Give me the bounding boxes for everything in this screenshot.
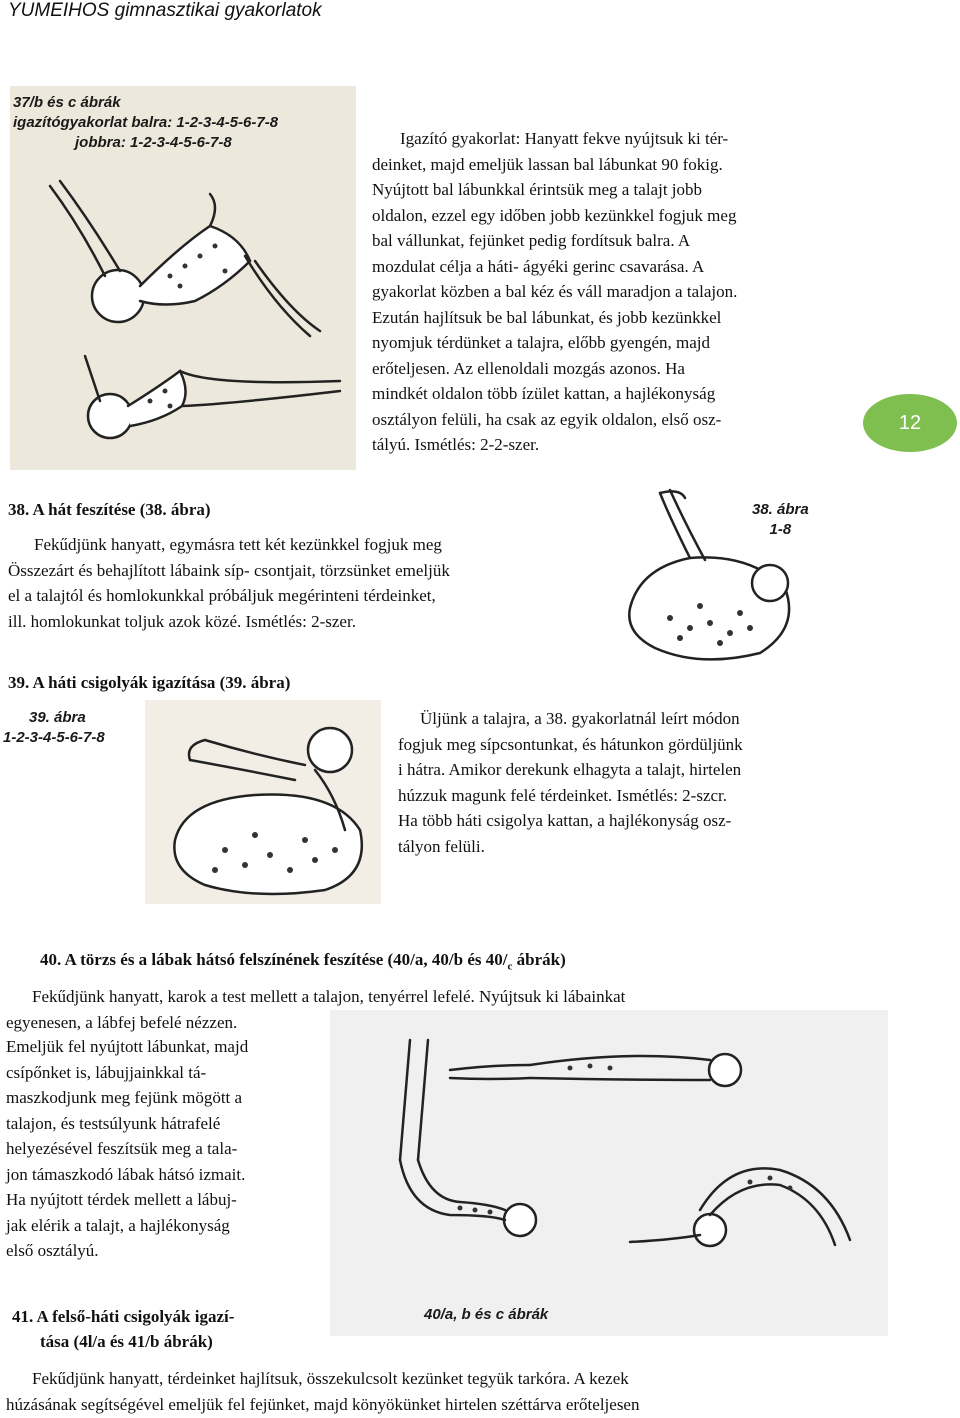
- figure-39-caption-line: 1-2-3-4-5-6-7-8: [3, 729, 105, 746]
- text-line: Fekűdjünk hanyatt, egymásra tett két kezünkkel fogjuk meg: [34, 535, 442, 554]
- figure-37-head-upper: [92, 270, 144, 322]
- text-line: helyezésével feszítsük meg a tala-: [6, 1139, 238, 1158]
- section-38-text: [8, 532, 591, 634]
- figure-37-caption-line: igazítógyakorlat balra: 1-2-3-4-5-6-7-8: [13, 114, 279, 131]
- document-header-title: YUMEIHOS gimnasztikai gyakorlatok: [8, 0, 322, 21]
- text-line: gyakorlat közben a bal kéz és váll maradjon a talajon.: [372, 282, 738, 301]
- text-line: húzásának segítségével emeljük fel fejünket, majd könyökünket hirtelen széttárva erőteljesen: [6, 1394, 640, 1414]
- section-40-heading-end: ábrák): [512, 950, 566, 969]
- text-line: csípőnket is, lábujjainkkal tá-: [6, 1062, 207, 1082]
- figure-38-caption-line: 38. ábra: [752, 501, 809, 518]
- text-line: egyenesen, a lábfej befelé nézzen.: [6, 1012, 238, 1032]
- text-line: Ezután hajlítsuk be bal lábunkat, és jobb kezünkkel: [372, 307, 722, 327]
- section-40-heading: [40, 947, 566, 979]
- section-41-heading: [12, 1304, 330, 1354]
- text-line: mozdulat célja a háti- ágyéki gerinc csavarása. A: [372, 256, 705, 276]
- text-line: maszkodjunk meg fejünk mögött a: [6, 1088, 243, 1107]
- text-line: Összezárt és behajlított lábaink síp- csontjait, törzsünket emeljük: [8, 560, 450, 580]
- text-line: talajon, és testsúlyunk hátrafelé: [6, 1113, 221, 1133]
- figure-37-head-lower: [88, 394, 132, 438]
- text-line: jak elérik a talajt, a hajlékonyság: [6, 1215, 230, 1235]
- text-line: oldalon, ezzel egy időben jobb kezünkkel fogjuk meg: [372, 205, 737, 225]
- section-41-heading-line: 41. A felső-háti csigolyák igazí-: [12, 1307, 235, 1326]
- text-line: el a talajtól és homlokunkkal próbáljuk megérinteni térdeinket,: [8, 586, 436, 605]
- figure-40-caption: 40/a, b és c ábrák: [424, 1306, 549, 1323]
- figure-40b-head: [504, 1204, 536, 1236]
- figure-39-head: [308, 728, 352, 772]
- figure-38-head: [752, 565, 788, 601]
- figure-39-caption-line: 39. ábra: [29, 709, 86, 726]
- text-line: Emeljük fel nyújtott lábunkat, majd: [6, 1037, 249, 1056]
- section-41-text: [6, 1366, 858, 1417]
- figure-40c-head: [694, 1214, 726, 1246]
- figure-40-drawing: [330, 1010, 888, 1336]
- text-line: tályú. Ismétlés: 2-2-szer.: [372, 435, 540, 454]
- text-line: Fekűdjünk hanyatt, térdeinket hajlítsuk, összekulcsolt kezünket tegyük tarkóra. A kezek: [32, 1369, 629, 1388]
- text-line: nyomjuk térdünket a talajra, előbb gyengén, majd: [372, 333, 711, 352]
- text-line: Ha nyújtott térdek mellett a lábuj-: [6, 1190, 237, 1209]
- section-38-heading: 38. A hát feszítése (38. ábra): [8, 500, 211, 519]
- text-line: jon támaszkodó lábak hátsó izmait.: [6, 1164, 246, 1184]
- text-line: Ha több háti csigolya kattan, a hajlékonyság osz-: [398, 811, 732, 830]
- text-line: erőteljesen. Az ellenoldali mozgás azonos. Ha: [372, 358, 685, 378]
- section-39-heading: 39. A háti csigolyák igazítása (39. ábra): [8, 673, 291, 692]
- text-line: tályon felüli.: [398, 836, 485, 856]
- figure-37-caption: [13, 93, 278, 153]
- figure-37-caption-line: jobbra: 1-2-3-4-5-6-7-8: [75, 134, 232, 151]
- section-40-heading-main: 40. A törzs és a lábak hátsó felszínének feszítése (40/a, 40/b és 40/: [40, 950, 508, 969]
- figure-39-caption: [3, 708, 105, 748]
- text-line: Igazító gyakorlat: Hanyatt fekve nyújtsuk ki tér-: [400, 129, 729, 148]
- figure-39-illustration: [145, 700, 381, 904]
- text-line: bal vállunkat, fejünket pedig fordítsuk balra. A: [372, 231, 691, 250]
- figure-37-caption-line: 37/b és c ábrák: [13, 94, 121, 111]
- section-37-text: [372, 126, 856, 458]
- figure-40-illustration: [330, 1010, 888, 1336]
- text-line: ill. homlokunkat toljuk azok közé. Ismétlés: 2-szer.: [8, 611, 356, 631]
- text-line: mindkét oldalon több ízület kattan, a hajlékonyság: [372, 384, 716, 403]
- section-40-text: [6, 1034, 324, 1264]
- text-line: fogjuk meg sípcsontunkat, és hátunkon gördüljünk: [398, 734, 743, 754]
- page-number-badge: 12: [863, 394, 957, 452]
- text-line: Üljünk a talajra, a 38. gyakorlatnál leírt módon: [420, 709, 740, 728]
- text-line: i hátra. Amikor derekunk elhagyta a talajt, hirtelen: [398, 760, 742, 779]
- figure-38-caption-line: 1-8: [769, 521, 792, 538]
- section-40-heading-sub: c: [507, 960, 513, 973]
- text-line: osztályon felüli, ha csak az egyik oldalon, első osz-: [372, 409, 722, 429]
- figure-39-drawing: [145, 700, 381, 904]
- section-39-text: [398, 706, 858, 859]
- text-line: Fekűdjünk hanyatt, karok a test mellett a talajon, tenyérrel lefelé. Nyújtsuk ki lábainkat: [32, 987, 626, 1006]
- figure-40a-head: [709, 1054, 741, 1086]
- section-41-heading-line: tása (4l/a és 41/b ábrák): [40, 1332, 213, 1351]
- text-line: Nyújtott bal lábunkkal érintsük meg a talajt jobb: [372, 180, 703, 199]
- figure-38-caption: [752, 500, 809, 540]
- text-line: húzzuk magunk felé térdeinket. Ismétlés: 2-szcr.: [398, 785, 728, 805]
- text-line: első osztályú.: [6, 1241, 99, 1260]
- text-line: deinket, majd emeljük lassan bal lábunkat 90 fokig.: [372, 154, 723, 174]
